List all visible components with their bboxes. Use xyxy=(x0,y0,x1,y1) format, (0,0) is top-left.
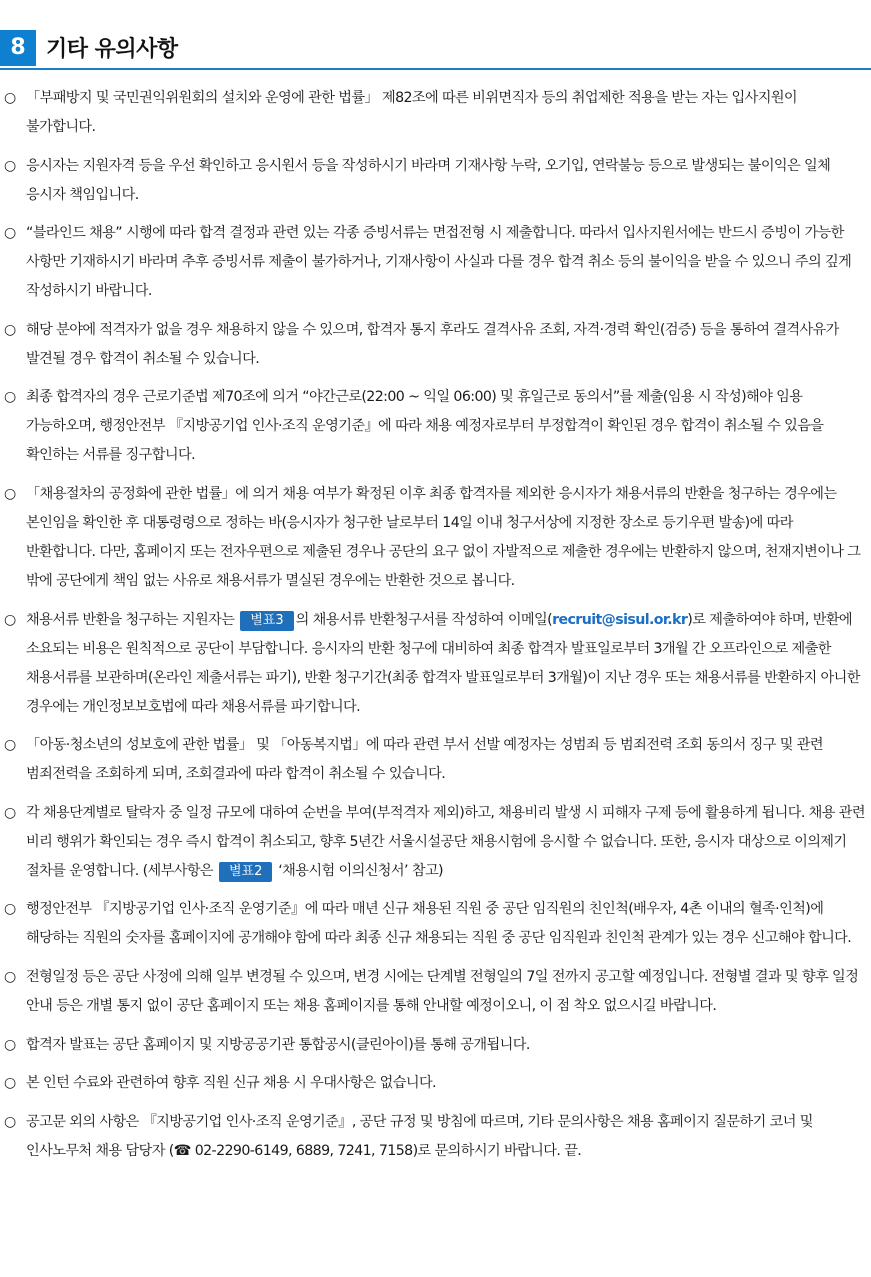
section-number: 8 xyxy=(0,30,36,66)
bullet-circle-icon: ○ xyxy=(4,901,16,918)
bullet-circle-icon: ○ xyxy=(4,1036,16,1053)
notice-text: 해당 분야에 적격자가 없을 경우 채용하지 않을 수 있으며, 합격자 통지 후라도 결격사유 조회, 자격·경력 확인(검증) 등을 통하여 결격사유가 발견될 경우 합격이 취소될 수 있습니다. xyxy=(26,321,839,367)
bullet-circle-icon: ○ xyxy=(4,968,16,985)
notice-text: 합격자 발표는 공단 홈페이지 및 지방공공기관 통합공시(클린아이)를 통해 공개됩니다. xyxy=(26,1036,530,1053)
notice-item xyxy=(4,731,866,789)
appendix-badge: 별표2 xyxy=(219,862,272,882)
notice-item xyxy=(4,606,866,722)
notice-text-part: )로 제출하여야 하며, 반환에 소요되는 비용은 원칙적으로 공단이 부담합니다. 응시자의 반환 청구에 대비하여 최종 합격자 발표일로부터 3개월 간 오프라인으로 제출한 채용서류를 보관하며(온라인 제출서류는 파기), 반환 청구기간(최종 합격자 발표일로부터 3개월)이 지난 경우 또는 채용서류를 반환하지 아니한 경우에는 개인정보보호법에 따라 채용서류를 파기합니다. xyxy=(26,611,860,715)
bullet-circle-icon: ○ xyxy=(4,1075,16,1092)
notice-item xyxy=(4,316,866,374)
notice-text: 본 인턴 수료와 관련하여 향후 직원 신규 채용 시 우대사항은 없습니다. xyxy=(26,1075,436,1092)
notice-text: 최종 합격자의 경우 근로기준법 제70조에 의거 “야간근로(22:00 ~ 익일 06:00) 및 휴일근로 동의서”를 제출(임용 시 작성)해야 임용 가능하오며, 행정안전부 『지방공기업 인사·조직 운영기준』에 따라 채용 예정자로부터 부정합격이 확인된 경우 합격이 취소될 수 있음을 확인하는 서류를 징구합니다. xyxy=(26,389,824,464)
bullet-circle-icon: ○ xyxy=(4,1113,16,1130)
notice-text-part: ‘채용시험 이의신청서’ 참고) xyxy=(274,862,443,879)
bullet-circle-icon: ○ xyxy=(4,90,16,106)
notice-text-part: 의 채용서류 반환청구서를 작성하여 이메일( xyxy=(295,611,553,628)
appendix-badge: 별표3 xyxy=(240,611,293,631)
notice-item xyxy=(4,383,866,470)
notice-text: 응시자는 지원자격 등을 우선 확인하고 응시원서 등을 작성하시기 바라며 기재사항 누락, 오기입, 연락불능 등으로 발생되는 불이익은 일체 응시자 책임입니다. xyxy=(26,157,831,203)
section-title: 기타 유의사항 xyxy=(46,37,178,62)
bullet-circle-icon: ○ xyxy=(4,611,16,628)
notice-item xyxy=(4,480,866,596)
notice-item xyxy=(4,152,866,210)
bullet-circle-icon: ○ xyxy=(4,225,16,242)
notice-text-part: 각 채용단계별로 탈락자 중 일정 규모에 대하여 순번을 부여(부적격자 제외)하고, 채용비리 발생 시 피해자 구제 등에 활용하게 됩니다. 채용 관련 비리 행위가 확인되는 경우 즉시 합격이 취소되고, 향후 5년간 서울시설공단 채용시험에 응시할 수 없습니다. 또한, 응시자 대상으로 이의제기 절차를 운영합니다. (세부사항은 xyxy=(26,804,865,879)
bullet-circle-icon: ○ xyxy=(4,485,16,502)
notice-list xyxy=(4,84,866,1175)
section-header xyxy=(0,30,871,70)
notice-item xyxy=(4,1108,866,1166)
notice-text-with-badge xyxy=(26,799,866,886)
notice-item xyxy=(4,219,866,306)
notice-text-part: 채용서류 반환을 청구하는 지원자는 xyxy=(26,611,239,628)
notice-text-with-badge xyxy=(26,606,866,722)
email-link[interactable]: recruit@sisul.or.kr xyxy=(552,611,688,628)
bullet-circle-icon: ○ xyxy=(4,804,16,821)
notice-item xyxy=(4,895,866,953)
notice-text: “블라인드 채용” 시행에 따라 합격 결정과 관련 있는 각종 증빙서류는 면접전형 시 제출합니다. 따라서 입사지원서에는 반드시 증빙이 가능한 사항만 기재하시기 바라며 추후 증빙서류 제출이 불가하거나, 기재사항이 사실과 다를 경우 합격 취소 등의 불이익을 받을 수 있으니 주의 깊게 작성하시기 바랍니다. xyxy=(26,225,852,300)
bullet-circle-icon: ○ xyxy=(4,737,16,754)
notice-item xyxy=(4,799,866,886)
notice-text: 전형일정 등은 공단 사정에 의해 일부 변경될 수 있으며, 변경 시에는 단계별 전형일의 7일 전까지 공고할 예정입니다. 전형별 결과 및 향후 일정 안내 등은 개별 통지 없이 공단 홈페이지 또는 채용 홈페이지를 통해 안내할 예정이오니, 이 점 착오 없으시길 바랍니다. xyxy=(26,968,859,1014)
notice-item xyxy=(4,1031,866,1060)
notice-item xyxy=(4,84,866,142)
notice-item xyxy=(4,963,866,1021)
notice-text: 「채용절차의 공정화에 관한 법률」에 의거 채용 여부가 확정된 이후 최종 합격자를 제외한 응시자가 채용서류의 반환을 청구하는 경우에는 본인임을 확인한 후 대통령령으로 정하는 바(응시자가 청구한 날로부터 14일 이내 청구서상에 지정한 장소로 등기우편 발송)에 따라 반환합니다. 다만, 홈페이지 또는 전자우편으로 제출된 경우나 공단의 요구 없이 자발적으로 제출한 경우에는 반환하지 않으며, 천재지변이나 그 밖에 공단에게 책임 없는 사유로 채용서류가 멸실된 경우에는 반환한 것으로 봅니다. xyxy=(26,485,861,589)
notice-text: 공고문 외의 사항은 『지방공기업 인사·조직 운영기준』, 공단 규정 및 방침에 따르며, 기타 문의사항은 채용 홈페이지 질문하기 코너 및 인사노무처 채용 담당자 (☎ 02-2290-6149, 6889, 7241, 7158)로 문의하시기 바랍니다. 끝. xyxy=(26,1113,813,1159)
bullet-circle-icon: ○ xyxy=(4,157,16,174)
notice-text: 행정안전부 『지방공기업 인사·조직 운영기준』에 따라 매년 신규 채용된 직원 중 공단 임직원의 친인척(배우자, 4촌 이내의 혈족·인척)에 해당하는 직원의 숫자를 홈페이지에 공개해야 함에 따라 최종 신규 채용되는 직원 중 공단 임직원과 친인척 관계가 있는 경우 신고해야 합니다. xyxy=(26,901,852,947)
bullet-circle-icon: ○ xyxy=(4,321,16,338)
notice-text: 「부패방지 및 국민권익위원회의 설치와 운영에 관한 법률」 제82조에 따른 비위면직자 등의 취업제한 적용을 받는 자는 입사지원이 불가합니다. xyxy=(26,90,798,135)
notice-text: 「아동·청소년의 성보호에 관한 법률」 및 「아동복지법」에 따라 관련 부서 선발 예정자는 성범죄 등 범죄전력 조회 동의서 징구 및 관련 범죄전력을 조회하게 되며, 조회결과에 따라 합격이 취소될 수 있습니다. xyxy=(26,737,824,783)
notice-item xyxy=(4,1069,866,1098)
bullet-circle-icon: ○ xyxy=(4,389,16,406)
